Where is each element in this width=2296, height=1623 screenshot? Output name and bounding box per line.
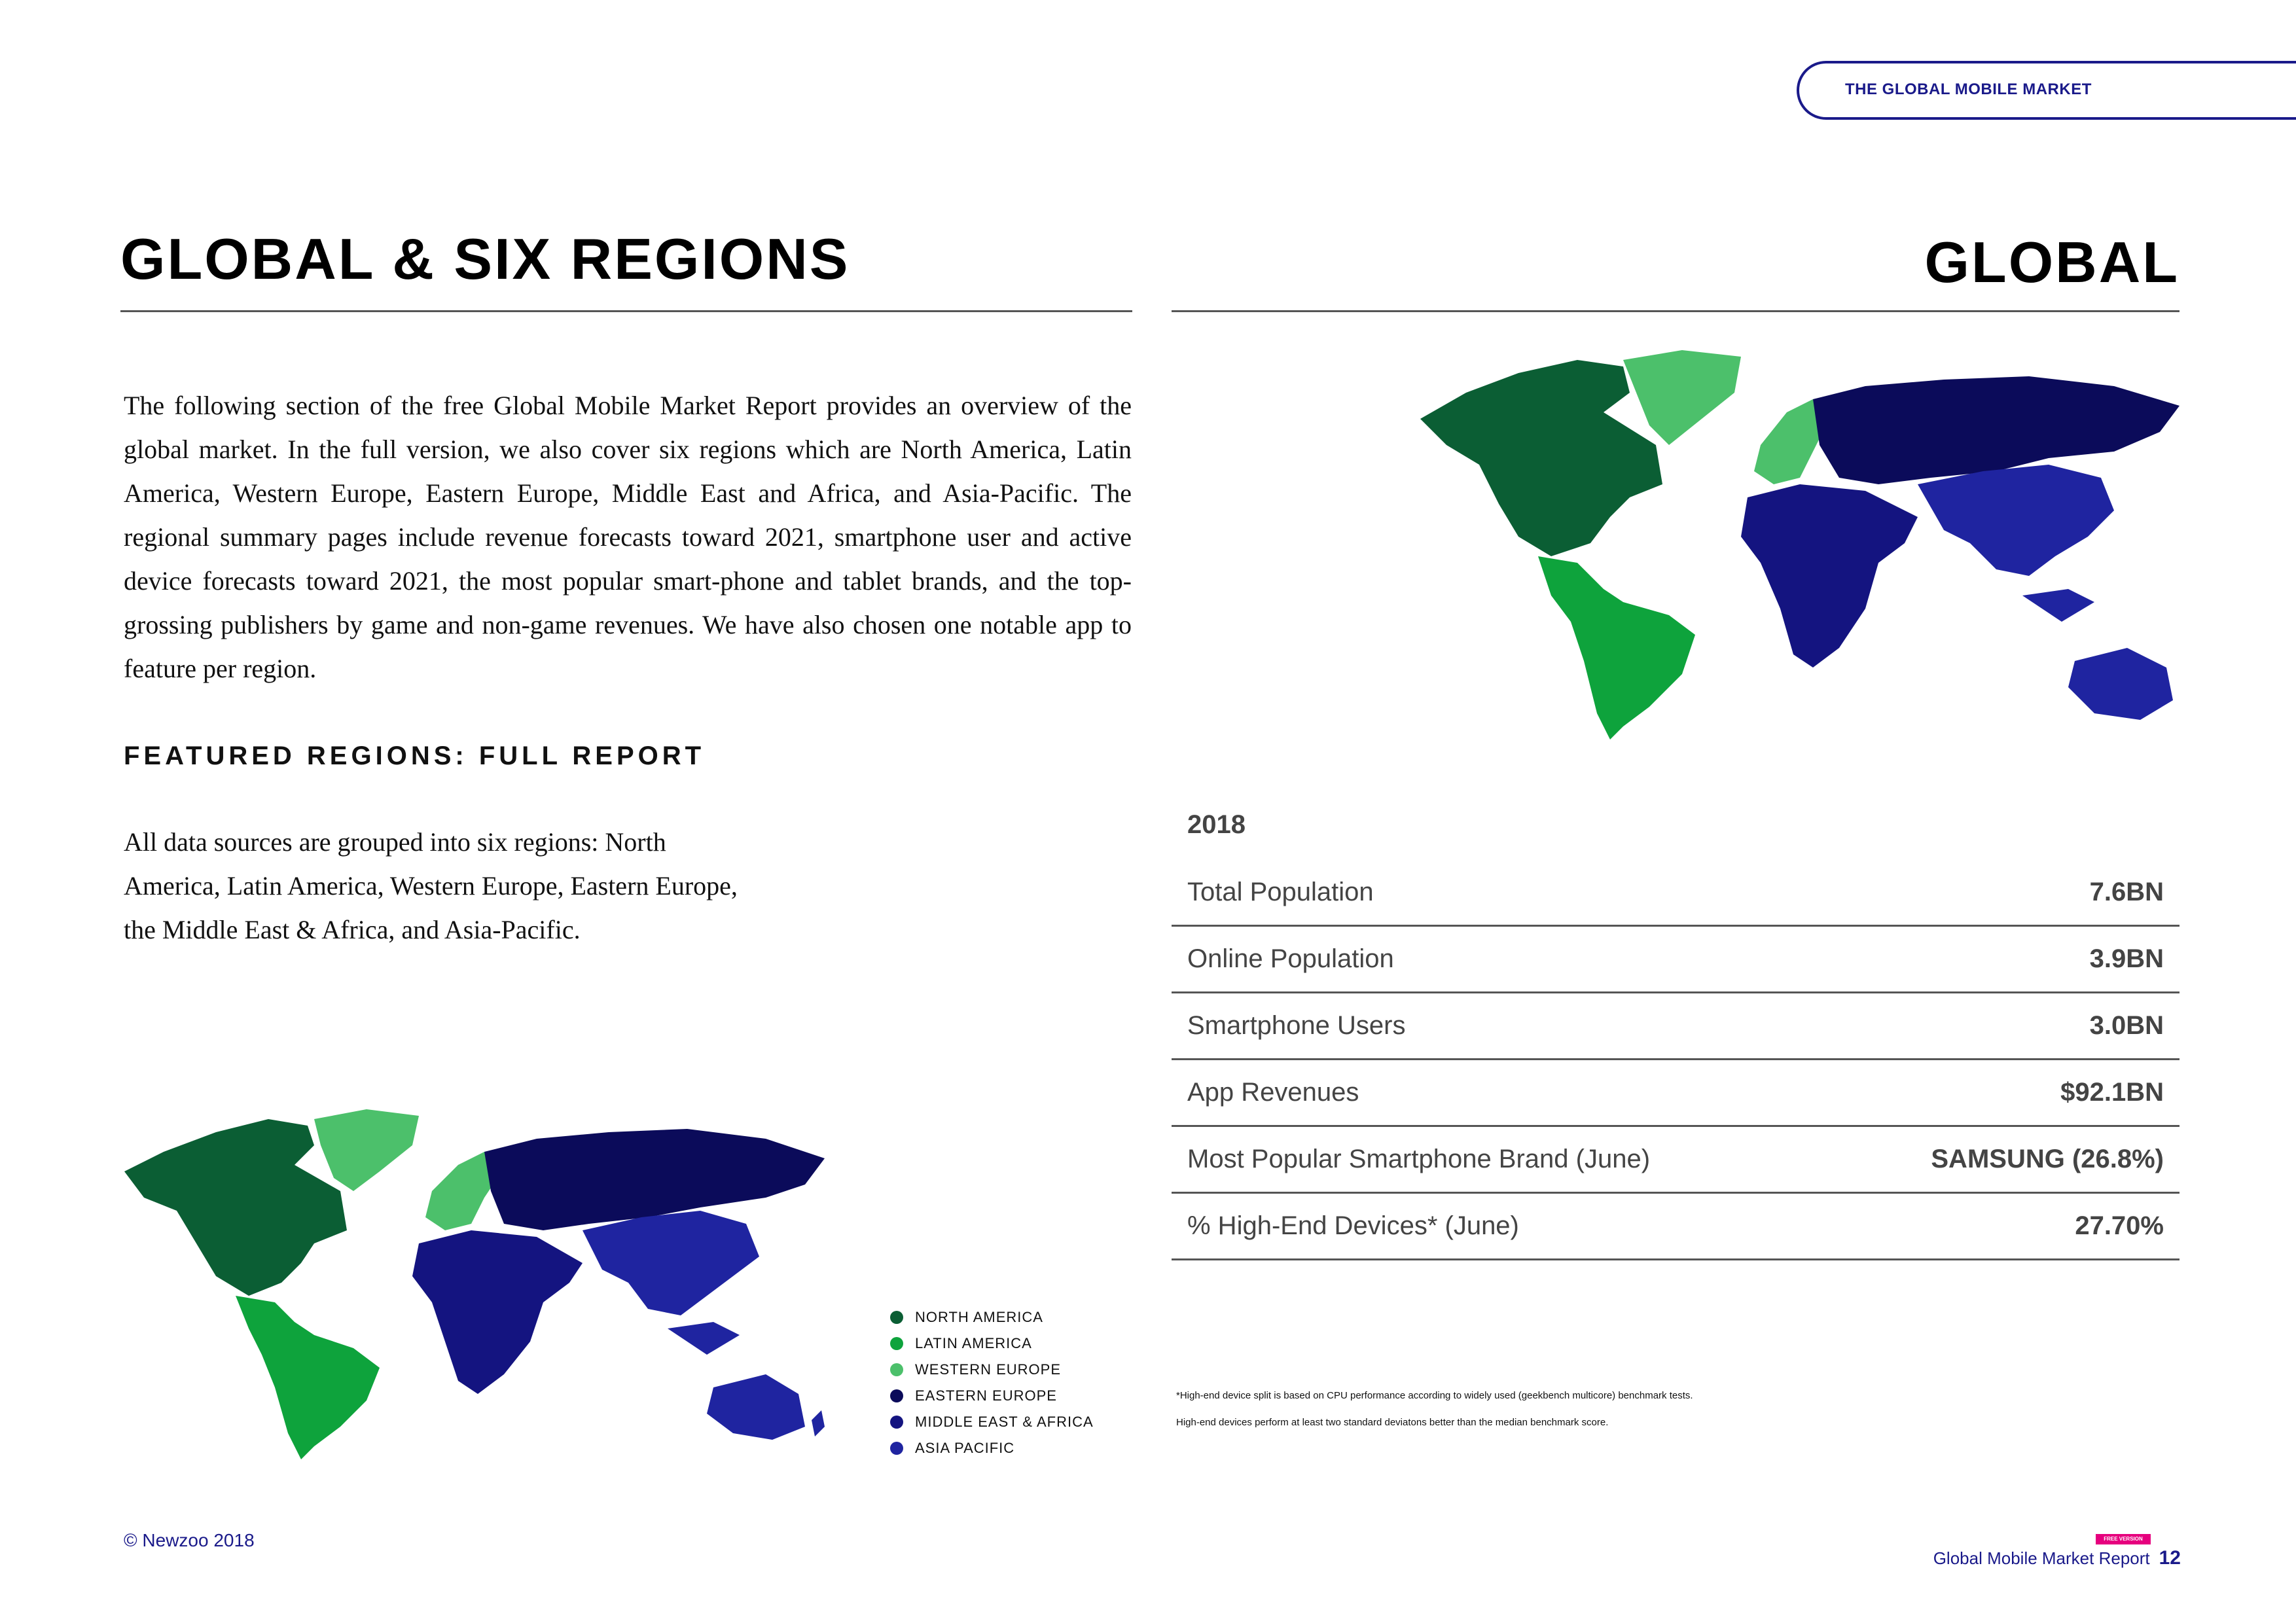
featured-regions-heading: FEATURED REGIONS: FULL REPORT <box>124 741 706 770</box>
section-label-pill <box>1797 61 2296 120</box>
map-middle-east-africa <box>1741 484 1918 668</box>
legend-label: ASIA PACIFIC <box>915 1440 1015 1456</box>
stats-label: % High-End Devices* (June) <box>1187 1211 1519 1240</box>
stats-value: 27.70% <box>2075 1211 2164 1240</box>
stats-value: SAMSUNG (26.8%) <box>1931 1145 2164 1173</box>
legend-label: WESTERN EUROPE <box>915 1361 1062 1378</box>
legend-dot <box>890 1363 903 1376</box>
region-legend <box>890 1304 1094 1461</box>
map-north-america <box>1420 360 1662 556</box>
footnote-2: High-end devices perform at least two standard deviatons better than the median benchmark score. <box>1176 1417 1609 1428</box>
stats-year: 2018 <box>1187 810 1246 839</box>
regions-world-map <box>118 1106 825 1459</box>
featured-regions-text: All data sources are grouped into six regions: North America, Latin America, Western Europe, Eastern Europe, the Middle East & Africa, and Asia-Pacific. <box>124 827 738 944</box>
legend-dot <box>890 1389 903 1402</box>
stats-value: $92.1BN <box>2060 1078 2164 1107</box>
stats-value: 3.9BN <box>2089 944 2164 973</box>
legend-label: EASTERN EUROPE <box>915 1387 1057 1404</box>
legend-label: LATIN AMERICA <box>915 1335 1032 1351</box>
map-asia-pacific <box>583 1211 825 1440</box>
report-name: Global Mobile Market Report <box>1933 1548 2150 1568</box>
stats-value: 3.0BN <box>2089 1011 2164 1040</box>
copyright: © Newzoo 2018 <box>124 1530 255 1550</box>
stats-label: Most Popular Smartphone Brand (June) <box>1187 1145 1651 1173</box>
stats-label: Online Population <box>1187 944 1394 973</box>
map-middle-east-africa <box>412 1230 583 1394</box>
global-title: GLOBAL <box>1924 230 2179 294</box>
map-latin-america <box>236 1296 380 1459</box>
stats-label: App Revenues <box>1187 1078 1359 1107</box>
left-title-divider <box>120 310 1132 312</box>
stats-row-total-population <box>1172 860 2179 927</box>
map-eastern-europe-russia <box>1813 376 2179 484</box>
stats-row-online-population <box>1172 927 2179 993</box>
map-asia-pacific <box>1918 465 2186 733</box>
stats-label: Smartphone Users <box>1187 1011 1406 1040</box>
stats-label: Total Population <box>1187 878 1374 906</box>
stats-row-smartphone-users <box>1172 993 2179 1060</box>
free-version-badge: FREE VERSION <box>2096 1534 2151 1544</box>
stats-row-popular-brand <box>1172 1127 2179 1194</box>
right-title-divider <box>1172 310 2179 312</box>
map-greenland <box>1623 350 1741 445</box>
legend-dot <box>890 1337 903 1350</box>
legend-item-asia-pacific <box>890 1435 1094 1461</box>
section-label: THE GLOBAL MOBILE MARKET <box>1845 80 2092 98</box>
stats-value: 7.6BN <box>2089 878 2164 906</box>
legend-label: MIDDLE EAST & AFRICA <box>915 1414 1094 1430</box>
footnote-1: *High-end device split is based on CPU performance according to widely used (geekbench multicore) benchmark tests. <box>1176 1390 1693 1401</box>
legend-item-north-america <box>890 1304 1094 1330</box>
stats-row-app-revenues <box>1172 1060 2179 1127</box>
stats-row-high-end-devices <box>1172 1194 2179 1260</box>
map-latin-america <box>1538 556 1695 740</box>
page-title: GLOBAL & SIX REGIONS <box>120 226 850 291</box>
map-north-america <box>124 1119 347 1296</box>
legend-item-western-europe <box>890 1357 1094 1383</box>
intro-paragraph: The following section of the free Global Mobile Market Report provides an overview of the global market. In the full version, we also cover six regions which are North America, Latin America, Western Europe, Eastern Europe, Middle East and Africa, and Asia-Pacific. The regional summary pages include revenue forecasts toward 2021, smartphone user and active device forecasts toward 2021, the most popular smart-phone and tablet brands, and the top-grossing publishers by game and non-game revenues. We have also chosen one notable app to feature per region. <box>124 391 1132 683</box>
legend-dot <box>890 1416 903 1429</box>
page-number: 12 <box>2159 1547 2181 1569</box>
global-stats-table <box>1172 805 2179 1260</box>
legend-label: NORTH AMERICA <box>915 1309 1043 1325</box>
global-world-map <box>1407 347 2186 740</box>
legend-item-latin-america <box>890 1330 1094 1357</box>
legend-dot <box>890 1311 903 1324</box>
map-eastern-europe-russia <box>484 1129 825 1230</box>
map-greenland <box>314 1109 419 1191</box>
footer-report-info <box>1933 1547 2181 1569</box>
legend-dot <box>890 1442 903 1455</box>
legend-item-eastern-europe <box>890 1383 1094 1409</box>
legend-item-middle-east-africa <box>890 1409 1094 1435</box>
